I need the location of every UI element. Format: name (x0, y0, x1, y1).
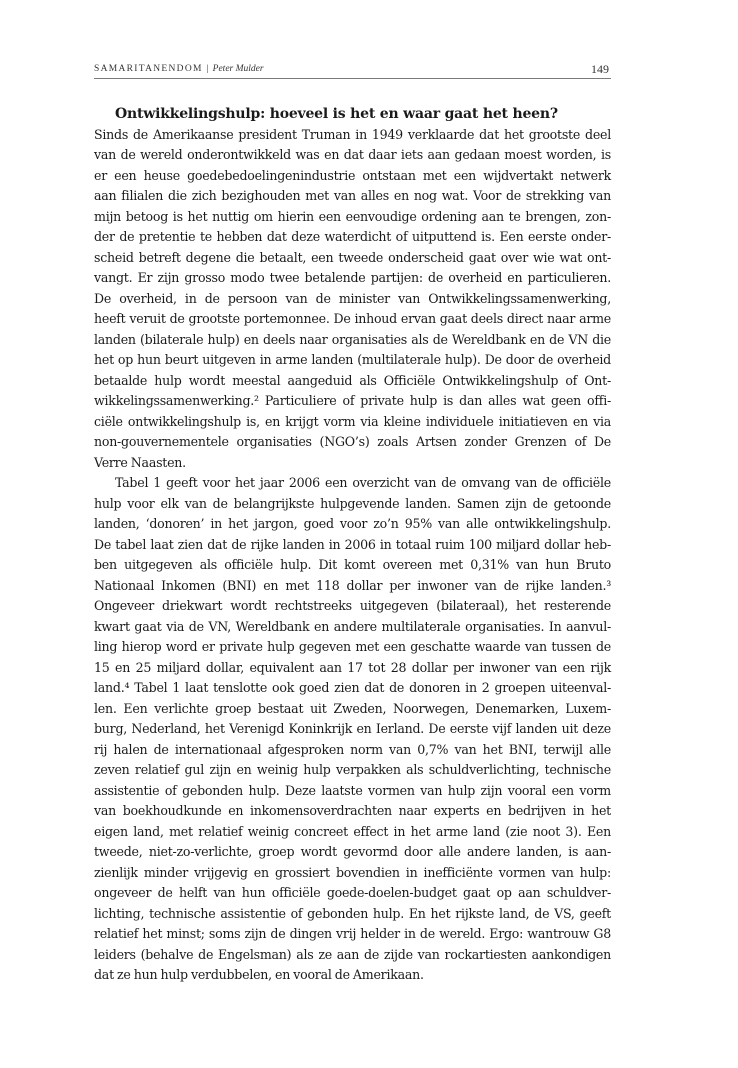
text-line: hulp voor elk van de belangrijkste hulpgevende landen. Samen zijn de getoonde (94, 495, 611, 511)
text-line: betaalde hulp wordt meestal aangeduid als Officiële Ontwikkelingshulp of Ont- (94, 372, 611, 388)
body-text (94, 104, 611, 986)
author-name: Peter Mulder (212, 64, 264, 74)
text-line: der de pretentie te hebben dat deze waterdicht of uitputtend is. Een eerste onder- (94, 229, 611, 244)
section-title: Ontwikkelingshulp: hoeveel is het en waar gaat het heen? (115, 106, 558, 122)
paragraph (94, 473, 611, 986)
text-line: ciële ontwikkelingshulp is, en krijgt vorm via kleine individuele initiatieven en via (94, 413, 611, 429)
paragraphs (94, 125, 611, 986)
text-line: 15 en 25 miljard dollar, equivalent aan 17 tot 28 dollar per inwoner van een rijk (94, 659, 611, 675)
text-line: assistentie of gebonden hulp. Deze laatste vormen van hulp zijn vooral een vorm (94, 782, 611, 798)
text-line: dat ze hun hulp verdubbelen, en vooral de Amerikaan. (94, 967, 424, 982)
text-line: non-gouvernementele organisaties (NGO’s) zoals Artsen zonder Grenzen of De (94, 434, 611, 449)
text-line: landen (bilaterale hulp) en deels naar organisaties als de Wereldbank en de VN die (94, 331, 611, 347)
text-line: rij halen de internationaal afgesproken norm van 0,7% van het BNI, terwijl alle (94, 741, 611, 757)
text-line: lichting, technische assistentie of gebonden hulp. En het rijkste land, de VS, geeft (94, 905, 611, 921)
text-line: kwart gaat via de VN, Wereldbank en andere multilaterale organisaties. In aanvul- (94, 618, 611, 634)
text-line: wikkelingssamenwerking.² Particuliere of private hulp is dan alles wat geen offi- (94, 393, 611, 408)
text-line: Ongeveer driekwart wordt rechtstreeks uitgegeven (bilateraal), het resterende (94, 598, 611, 613)
book-title: SAMARITANENDOM (94, 64, 203, 74)
paragraph (94, 125, 611, 474)
text-line: De overheid, in de persoon van de minister van Ontwikkelingssamenwerking, (94, 290, 611, 306)
text-line: eigen land, met relatief weinig concreet effect in het arme land (zie noot 3). Een (94, 823, 611, 839)
text-line: Tabel 1 geeft voor het jaar 2006 een overzicht van de omvang van de officiële (115, 475, 611, 490)
text-line: het op hun beurt uitgeven in arme landen (multilaterale hulp). De door de overheid (94, 352, 611, 367)
text-line: len. Een verlichte groep bestaat uit Zweden, Noorwegen, Denemarken, Luxem- (94, 700, 611, 716)
text-line: burg, Nederland, het Verenigd Koninkrijk en Ierland. De eerste vijf landen uit deze (94, 721, 611, 736)
text-line: zeven relatief gul zijn en weinig hulp verpakken als schuldverlichting, technische (94, 762, 611, 777)
text-line: ben uitgegeven als officiële hulp. Dit komt overeen met 0,31% van hun Bruto (94, 557, 611, 572)
text-line: De tabel laat zien dat de rijke landen in 2006 in totaal ruim 100 miljard dollar heb- (94, 536, 611, 552)
text-line: heeft veruit de grootste portemonnee. De inhoud ervan gaat deels direct naar arme (94, 311, 611, 326)
page-number: 149 (591, 62, 609, 76)
text-line: mijn betoog is het nuttig om hierin een eenvoudige ordening aan te brengen, zon- (94, 208, 611, 224)
text-line: ling hierop word er private hulp gegeven met een geschatte waarde van tussen de (94, 639, 611, 654)
text-line: tweede, niet-zo-verlichte, groep wordt gevormd door alle andere landen, is aan- (94, 844, 611, 859)
text-line: van de wereld onderontwikkeld was en dat daar iets aan gedaan moest worden, is (94, 147, 611, 162)
text-line: land.⁴ Tabel 1 laat tenslotte ook goed zien dat de donoren in 2 groepen uiteenval- (94, 680, 611, 695)
running-header (94, 62, 611, 79)
text-line: relatief het minst; soms zijn de dingen vrij helder in de wereld. Ergo: wantrouw G8 (94, 926, 611, 941)
text-line: Sinds de Amerikaanse president Truman in 1949 verklaarde dat het grootste deel (94, 126, 611, 142)
text-line: ongeveer de helft van hun officiële goede-doelen-budget gaat op aan schuldver- (94, 885, 611, 900)
text-line: vangt. Er zijn grosso modo twee betalende partijen: de overheid en particulieren. (94, 270, 611, 285)
text-line: leiders (behalve de Engelsman) als ze aan de zijde van rockartiesten aankondigen (94, 946, 611, 962)
text-line: er een heuse goedebedoelingenindustrie ontstaan met een wijdvertakt netwerk (94, 167, 611, 183)
text-line: aan filialen die zich bezighouden met van alles en nog wat. Voor de strekking van (94, 188, 611, 203)
running-title (94, 64, 264, 74)
text-line: zienlijk minder vrijgevig en grossiert bovendien in inefficiënte vormen van hulp: (94, 864, 611, 880)
text-line: van boekhoudkunde en inkomensoverdrachten naar experts en bedrijven in het (94, 803, 611, 818)
text-line: landen, ‘donoren’ in het jargon, goed voor zo’n 95% van alle ontwikkelingshulp. (94, 516, 611, 531)
text-line: Verre Naasten. (94, 454, 186, 470)
text-line: scheid betreft degene die betaalt, een tweede onderscheid gaat over wie wat ont- (94, 249, 611, 265)
text-line: Nationaal Inkomen (BNI) en met 118 dollar per inwoner van de rijke landen.³ (94, 577, 611, 593)
header-separator: | (206, 64, 209, 74)
